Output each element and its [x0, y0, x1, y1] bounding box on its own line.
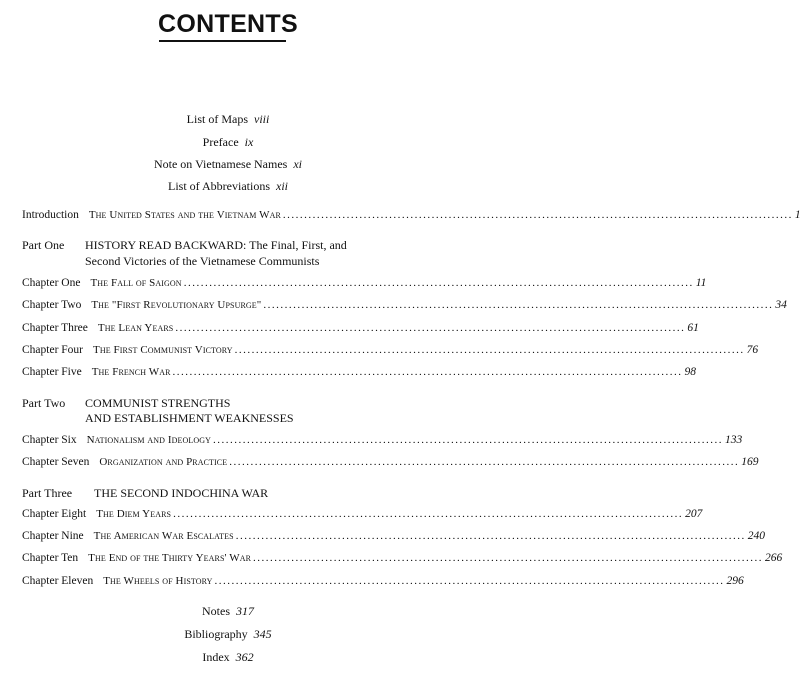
- entry-label: Chapter Ten: [22, 552, 79, 564]
- back-matter-page: 345: [253, 627, 272, 641]
- dot-leader: ........................................................................................................................: [183, 277, 694, 289]
- dot-leader: ........................................................................................................................: [214, 575, 725, 587]
- dot-leader: ........................................................................................................................: [234, 344, 745, 356]
- entry-label: Chapter One: [22, 277, 81, 289]
- toc-entry-chapter: [22, 530, 765, 542]
- title-underline: [159, 40, 286, 42]
- entry-label: Chapter Eight: [22, 508, 87, 520]
- back-matter-item: [0, 627, 456, 642]
- entry-page: 169: [741, 456, 759, 468]
- entry-label: Chapter Two: [22, 299, 82, 311]
- back-matter-label: Index: [202, 650, 230, 664]
- dot-leader: ........................................................................................................................: [229, 456, 740, 468]
- dot-leader: ........................................................................................................................: [172, 366, 683, 378]
- part-label: Part Three: [22, 486, 73, 500]
- entry-title: The "First Revolutionary Upsurge": [91, 299, 262, 311]
- entry-label: Introduction: [22, 209, 79, 221]
- toc-entry-chapter: [22, 322, 699, 334]
- dot-leader: ........................................................................................................................: [175, 322, 686, 334]
- entry-label: Chapter Three: [22, 322, 88, 334]
- part-heading: [22, 486, 82, 501]
- entry-page: 61: [687, 322, 699, 334]
- front-matter-label: List of Abbreviations: [168, 179, 270, 193]
- dot-leader: ........................................................................................................................: [235, 530, 746, 542]
- part-heading: [22, 238, 74, 253]
- entry-label: Chapter Nine: [22, 530, 84, 542]
- dot-leader: ........................................................................................................................: [213, 434, 724, 446]
- entry-page: 34: [775, 299, 787, 311]
- toc-entry-chapter: [22, 344, 759, 356]
- entry-title: The Fall of Saigon: [90, 277, 182, 289]
- entry-page: 98: [684, 366, 697, 378]
- entry-title: Nationalism and Ideology: [86, 434, 212, 446]
- back-matter-page: 362: [235, 650, 254, 664]
- back-matter-label: Notes: [202, 604, 230, 618]
- entry-page: 240: [747, 530, 765, 542]
- entry-label: Chapter Five: [22, 366, 82, 378]
- entry-page: 11: [695, 277, 707, 289]
- front-matter-item: [0, 157, 456, 172]
- front-matter-page: xii: [276, 179, 288, 193]
- entry-title: The End of the Thirty Years' War: [88, 552, 252, 564]
- entry-title: Organization and Practice: [99, 456, 228, 468]
- part-title-line: Second Victories of the Vietnamese Communists: [85, 254, 320, 268]
- front-matter-label: Note on Vietnamese Names: [153, 157, 288, 171]
- dot-leader: ........................................................................................................................: [282, 209, 793, 221]
- entry-title: The Diem Years: [96, 508, 172, 520]
- dot-leader: ........................................................................................................................: [173, 508, 684, 520]
- entry-title: The Wheels of History: [103, 575, 213, 587]
- entry-title: The First Communist Victory: [93, 344, 233, 356]
- front-matter-label: List of Maps: [186, 112, 248, 126]
- dot-leader: ........................................................................................................................: [253, 552, 764, 564]
- entry-label: Chapter Seven: [22, 456, 90, 468]
- toc-entry-chapter: [22, 434, 743, 446]
- toc-entry-introduction: [22, 209, 801, 221]
- entry-label: Chapter Six: [22, 434, 77, 446]
- dot-leader: ........................................................................................................................: [263, 299, 774, 311]
- entry-page: 207: [685, 508, 703, 520]
- entry-page: 296: [726, 575, 744, 587]
- entry-label: Chapter Four: [22, 344, 84, 356]
- toc-entry-chapter: [22, 456, 759, 468]
- toc-entry-chapter: [22, 277, 707, 289]
- part-title-line: HISTORY READ BACKWARD: The Final, First, and: [85, 238, 347, 252]
- entry-title: The American War Escalates: [93, 530, 234, 542]
- back-matter-page: 317: [236, 604, 254, 618]
- page-title: CONTENTS: [158, 10, 298, 38]
- toc-entry-chapter: [22, 575, 744, 587]
- front-matter-item: [0, 135, 456, 150]
- entry-page: 1: [794, 209, 801, 221]
- toc-entry-chapter: [22, 552, 783, 564]
- front-matter-page: viii: [254, 112, 270, 126]
- front-matter-page: ix: [244, 135, 254, 149]
- entry-page: 266: [765, 552, 783, 564]
- toc-entry-chapter: [22, 508, 703, 520]
- part-title-line: AND ESTABLISHMENT WEAKNESSES: [85, 411, 294, 425]
- front-matter-item: [0, 112, 456, 127]
- part-title-line: COMMUNIST STRENGTHS: [85, 396, 231, 410]
- entry-title: The United States and the Vietnam War: [88, 209, 281, 221]
- back-matter-label: Bibliography: [184, 627, 248, 641]
- entry-title: The French War: [91, 366, 171, 378]
- part-label: Part One: [22, 238, 65, 252]
- front-matter-item: [0, 179, 456, 194]
- part-title-line: THE SECOND INDOCHINA WAR: [94, 486, 269, 500]
- entry-page: 76: [746, 344, 759, 356]
- entry-label: Chapter Eleven: [22, 575, 94, 587]
- front-matter-page: xi: [293, 157, 303, 171]
- part-heading: [22, 396, 75, 411]
- entry-page: 133: [725, 434, 743, 446]
- back-matter-item: [0, 604, 456, 619]
- part-label: Part Two: [22, 396, 66, 410]
- back-matter-item: [0, 650, 456, 665]
- toc-entry-chapter: [22, 366, 697, 378]
- front-matter-label: Preface: [202, 135, 239, 149]
- toc-entry-chapter: [22, 299, 787, 311]
- entry-title: The Lean Years: [97, 322, 174, 334]
